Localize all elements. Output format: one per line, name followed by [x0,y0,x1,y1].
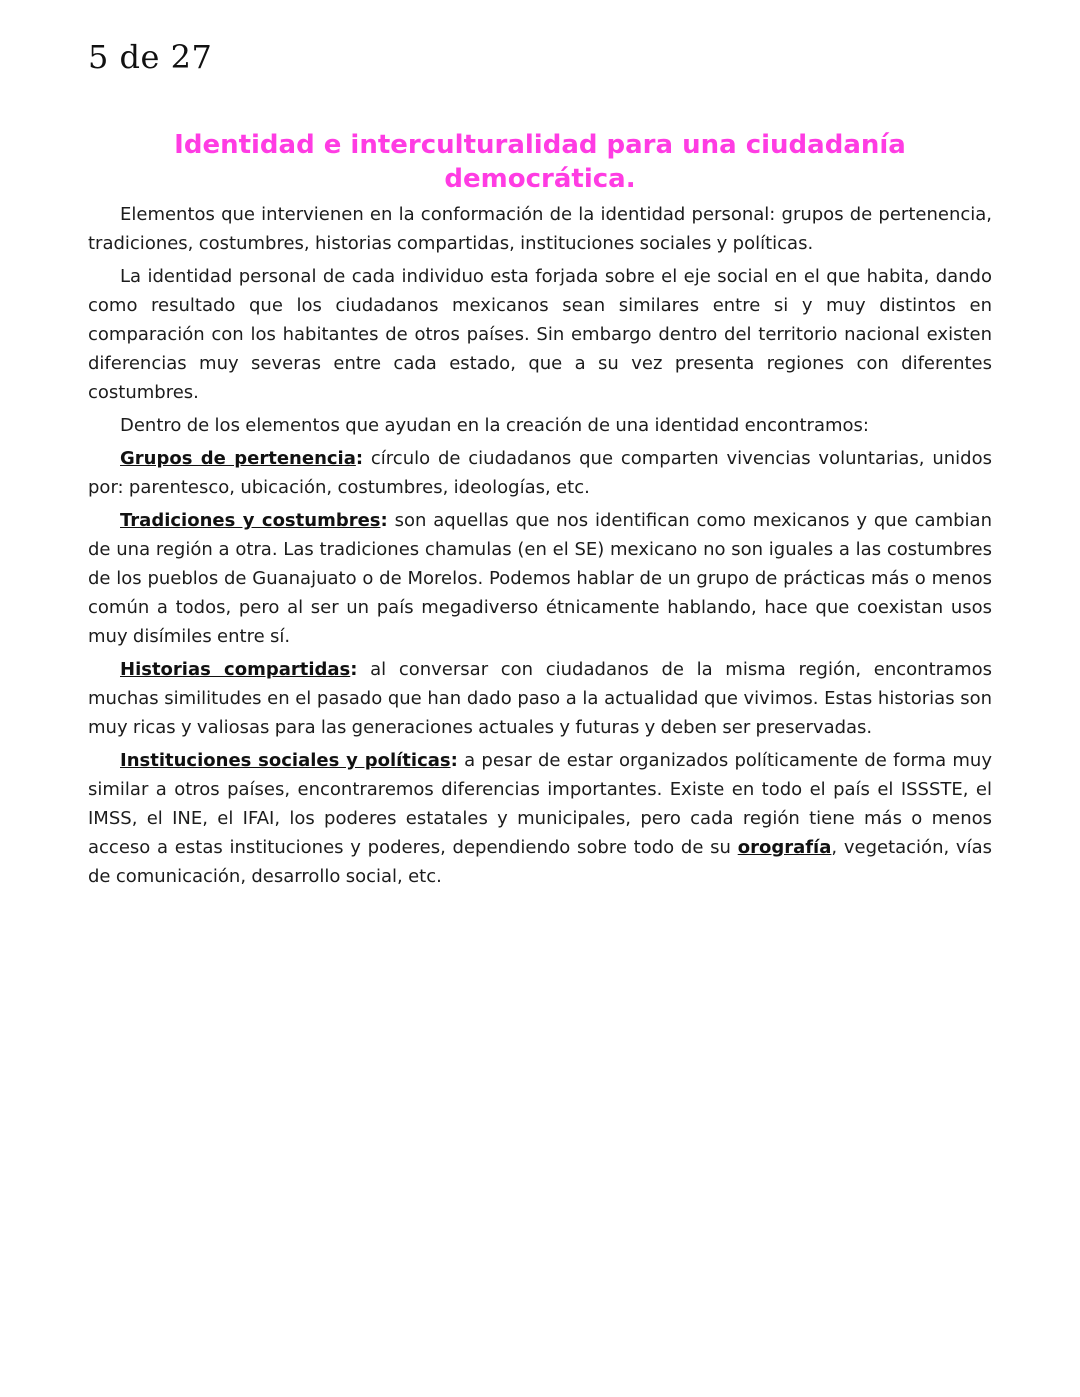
institutions-colon: : [450,750,458,771]
orografia-term: orografía [737,837,832,858]
document-body [88,128,992,895]
histories-term: Historias compartidas [120,659,351,680]
histories-text: al conversar con ciudadanos de la misma región, encontramos muchas similitudes en el pasado que han dado paso a la actualidad que vivimos. Estas historias son muy ricas y valiosas para las generaciones actuales y futuras y deben ser preservadas. [88,659,992,738]
histories-colon: : [350,659,358,680]
institutions-text-after: , vegetación, vías de comunicación, desarrollo social, etc. [88,837,992,887]
traditions-term: Tradiciones y costumbres [120,510,381,531]
traditions-colon: : [380,510,388,531]
identity-paragraph: La identidad personal de cada individuo esta forjada sobre el eje social en el que habita, dando como resultado que los ciudadanos mexicanos sean similares entre si y muy distintos en comparación con los habitantes de otros países. Sin embargo dentro del territorio nacional existen diferencias muy severas entre cada estado, que a su vez presenta regiones con diferentes costumbres. [88,266,992,403]
institutions-term: Instituciones sociales y políticas [120,750,451,771]
elements-paragraph: Dentro de los elementos que ayudan en la creación de una identidad encontramos: [120,415,869,436]
histories-paragraph [88,655,992,742]
traditions-text: son aquellas que nos identifican como mexicanos y que cambian de una región a otra. Las tradiciones chamulas (en el SE) mexicano no son iguales a las costumbres de los pueblos de Guanajuato o de Morelos. Podemos hablar de un grupo de prácticas más o menos común a todos, pero al ser un país megadiverso étnicamente hablando, hace que coexistan usos muy disímiles entre sí. [88,510,992,647]
page-number: 5 de 27 [88,38,213,76]
groups-text: círculo de ciudadanos que comparten vivencias voluntarias, unidos por: parentesco, ubicación, costumbres, ideologías, etc. [88,448,992,498]
groups-term: Grupos de pertenencia [120,448,356,469]
institutions-paragraph [88,746,992,891]
document-title: Identidad e interculturalidad para una ciudadanía democrática. [174,130,906,194]
groups-paragraph [88,444,992,502]
groups-colon: : [355,448,364,469]
institutions-text-before: a pesar de estar organizados políticamente de forma muy similar a otros países, encontraremos diferencias importantes. Existe en todo el país el ISSSTE, el IMSS, el INE, el IFAI, los poderes estatales y municipales, pero cada región tiene más o menos acceso a estas instituciones y poderes, dependiendo sobre todo de su [88,750,992,858]
traditions-paragraph [88,506,992,651]
intro-paragraph: Elementos que intervienen en la conformación de la identidad personal: grupos de pertenencia, tradiciones, costumbres, historias compartidas, instituciones sociales y políticas. [88,204,992,254]
